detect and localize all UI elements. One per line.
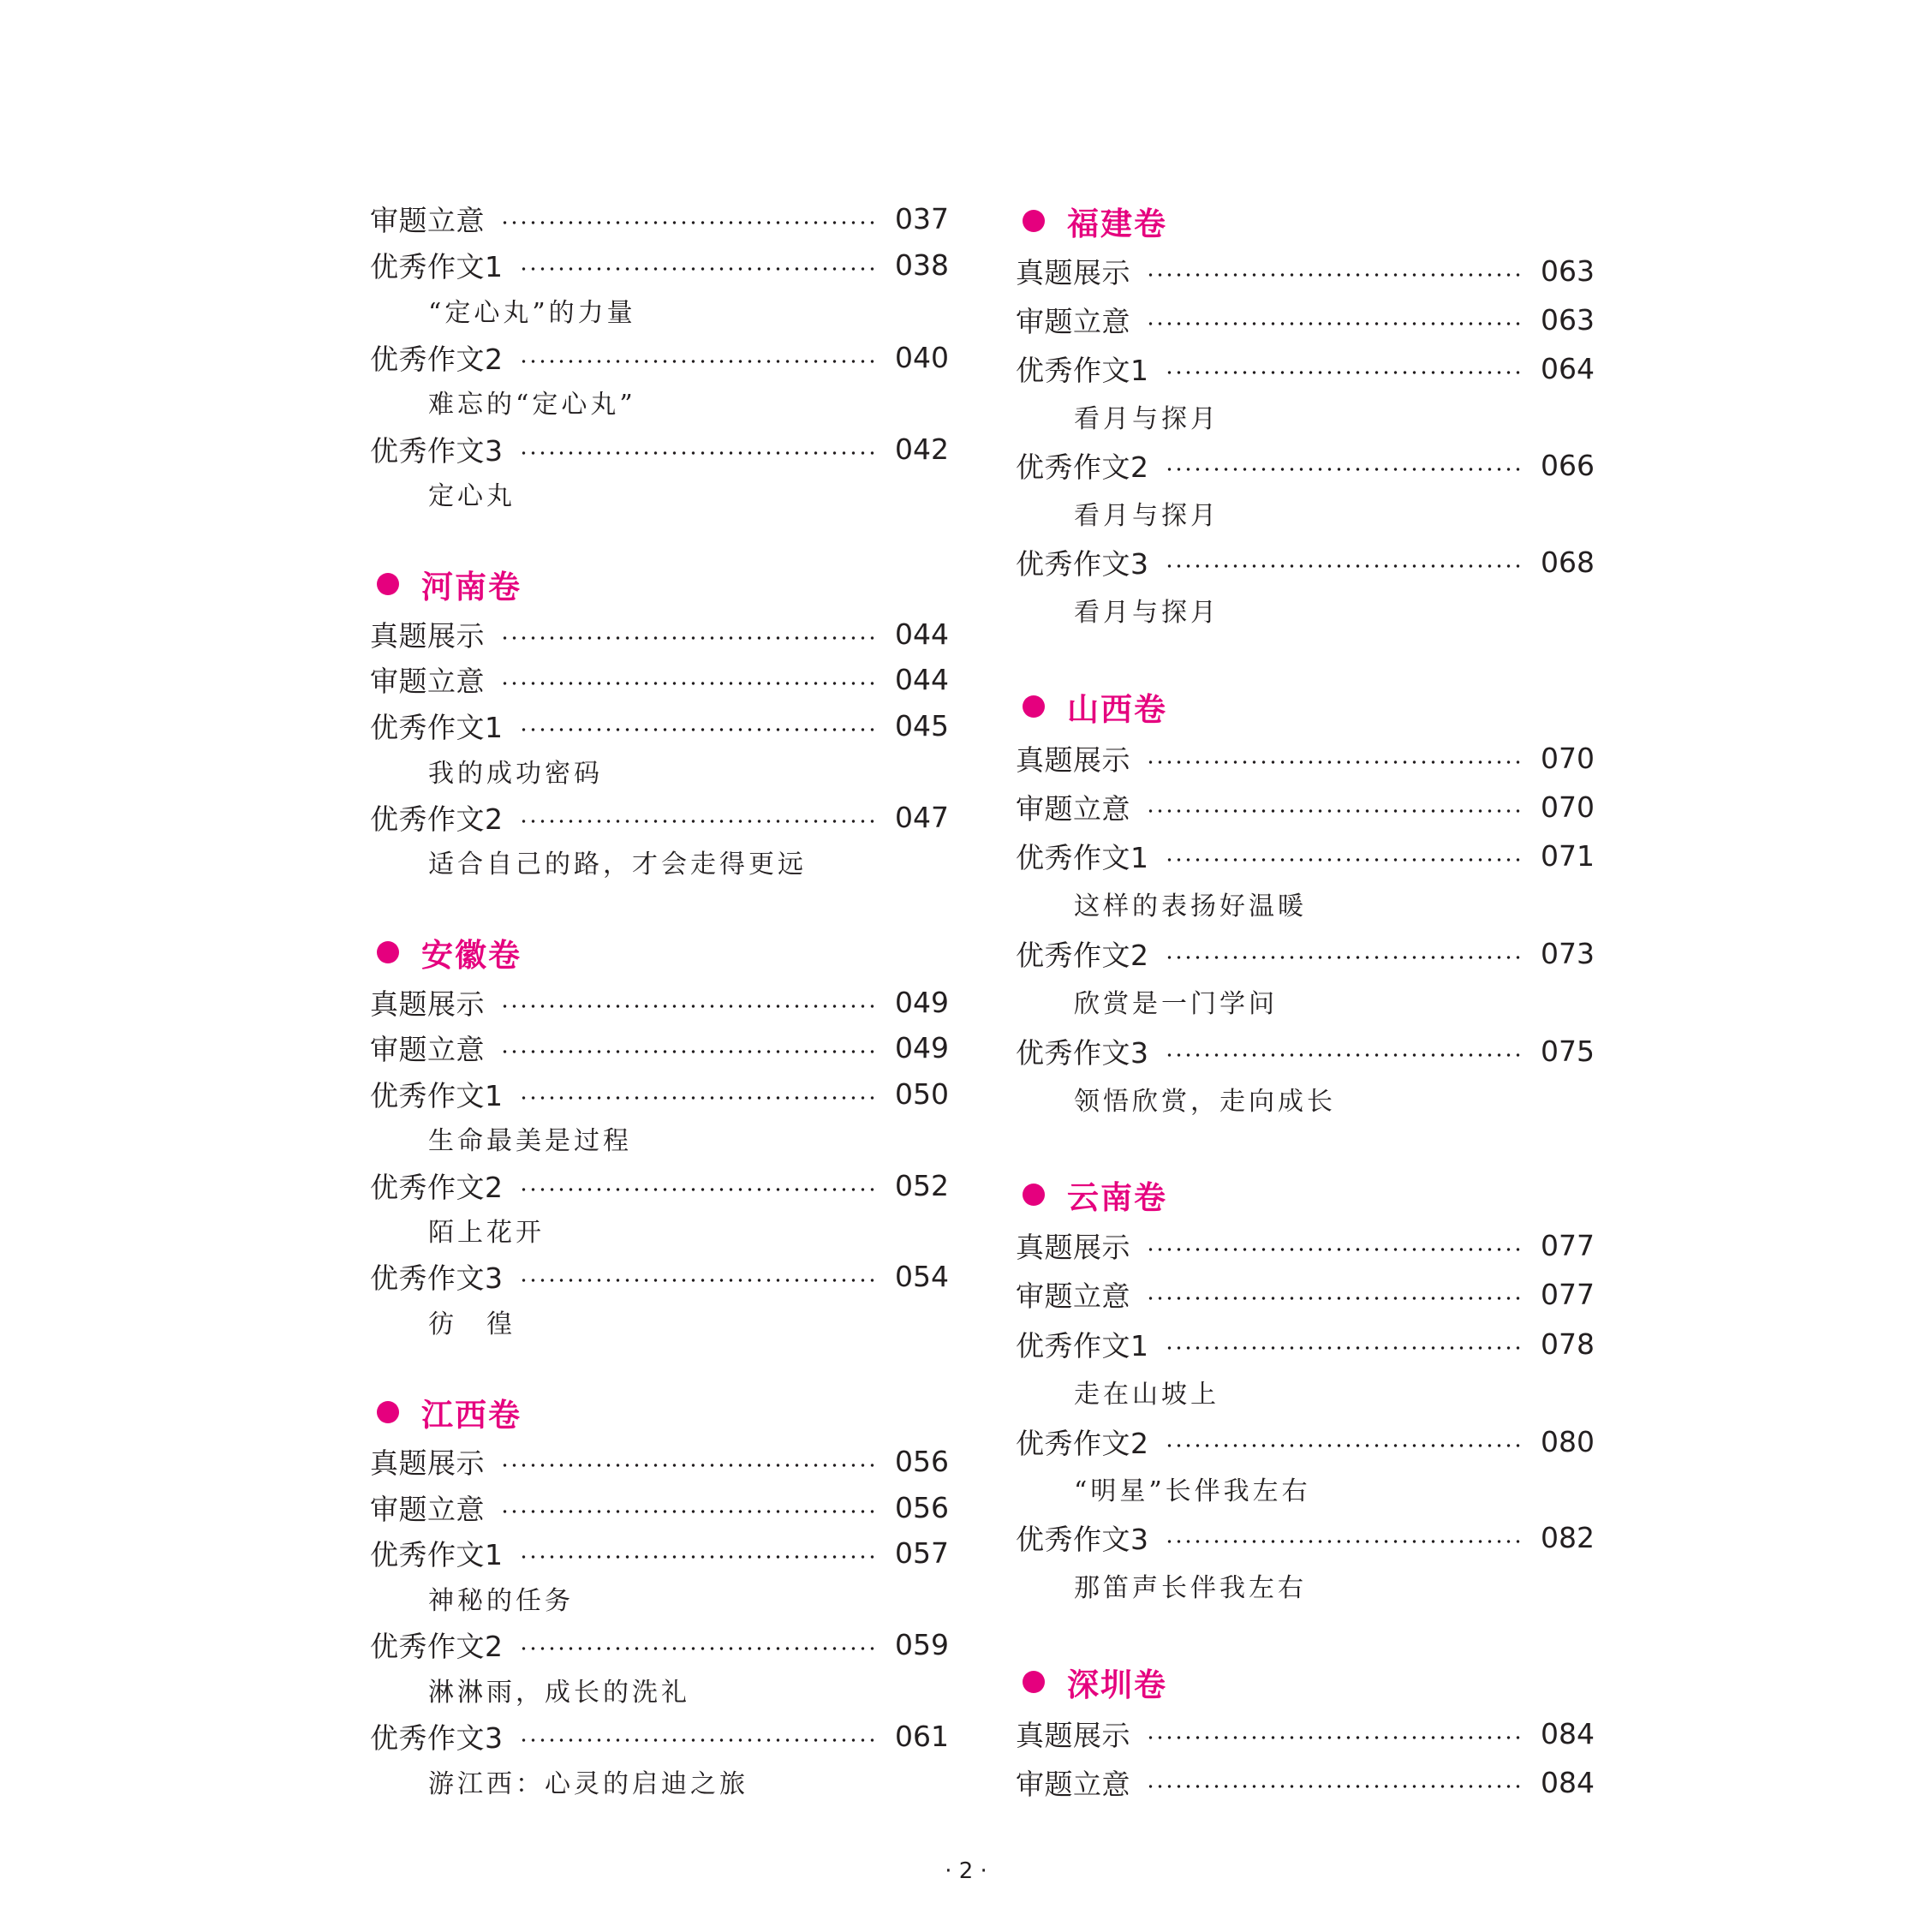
page-number-ref: 057	[895, 1535, 949, 1570]
essay-title-text: “定心丸”的力量	[428, 298, 636, 328]
toc-entry[interactable]	[1016, 736, 1594, 779]
toc-entry[interactable]	[370, 427, 948, 470]
toc-entry[interactable]	[370, 1531, 948, 1574]
dot-leader	[519, 1555, 879, 1559]
entry-label: 优秀作文1	[370, 1537, 504, 1571]
section-name: 云南卷	[1067, 1179, 1167, 1216]
essay-title	[1016, 395, 1594, 438]
toc-entry[interactable]	[1016, 540, 1594, 583]
toc-entry[interactable]	[370, 197, 948, 240]
page-number-ref: 045	[895, 708, 949, 742]
page-number-ref: 044	[895, 617, 949, 651]
page-number-ref: 056	[895, 1444, 949, 1478]
bullet-icon	[1023, 1671, 1045, 1693]
dot-leader	[1146, 322, 1524, 325]
page-number-ref: 075	[1541, 1034, 1595, 1068]
page-number-ref: 049	[895, 1030, 949, 1064]
entry-label: 优秀作文2	[1016, 450, 1149, 484]
dot-leader	[1146, 1785, 1524, 1788]
dot-leader	[1146, 1736, 1524, 1739]
section-name: 深圳卷	[1067, 1667, 1167, 1703]
page-number-ref: 070	[1541, 741, 1595, 775]
entry-label: 真题展示	[370, 987, 485, 1021]
toc-entry[interactable]	[1016, 785, 1594, 828]
page-number-ref: 052	[895, 1168, 949, 1202]
page-number-ref: 077	[1541, 1228, 1595, 1262]
dot-leader	[1146, 809, 1524, 813]
section-heading	[1016, 200, 1594, 242]
page-number-ref: 068	[1541, 545, 1595, 579]
dot-leader	[500, 636, 878, 640]
page-number-ref: 080	[1541, 1424, 1595, 1458]
essay-title-text: 欣赏是一门学问	[1074, 989, 1278, 1019]
page-number-ref: 071	[1541, 838, 1595, 873]
entry-label: 审题立意	[1016, 791, 1130, 826]
toc-entry[interactable]	[370, 243, 948, 286]
toc-entry[interactable]	[370, 796, 948, 838]
essay-title	[1016, 492, 1594, 534]
toc-entry[interactable]	[370, 1440, 948, 1482]
toc-entry[interactable]	[1016, 1712, 1594, 1755]
bullet-icon	[1023, 695, 1045, 718]
section-name: 福建卷	[1067, 206, 1167, 242]
dot-leader	[1165, 858, 1524, 862]
toc-entry[interactable]	[370, 1255, 948, 1297]
toc-entry[interactable]	[1016, 1420, 1594, 1463]
toc-entry[interactable]	[370, 1714, 948, 1757]
entry-label: 真题展示	[1016, 742, 1130, 777]
page-number-ref: 078	[1541, 1327, 1595, 1361]
entry-label: 优秀作文1	[370, 710, 504, 744]
page-number-ref: 049	[895, 985, 949, 1019]
essay-title-text: 这样的表扬好温暖	[1074, 891, 1307, 921]
entry-label: 审题立意	[370, 1492, 485, 1526]
page-number-ref: 061	[895, 1719, 949, 1753]
page-number-ref: 070	[1541, 790, 1595, 824]
dot-leader	[500, 1510, 878, 1513]
entry-label: 真题展示	[1016, 1230, 1130, 1264]
essay-title-text: 我的成功密码	[428, 759, 603, 789]
dot-leader	[519, 1096, 879, 1100]
page-number-ref: 073	[1541, 936, 1595, 970]
dot-leader	[519, 1188, 879, 1191]
entry-label: 审题立意	[1016, 1279, 1130, 1313]
toc-entry[interactable]	[1016, 298, 1594, 341]
dot-leader	[519, 451, 879, 455]
toc-entry[interactable]	[370, 1072, 948, 1115]
essay-title	[370, 380, 948, 423]
bullet-icon	[1023, 1184, 1045, 1206]
essay-title	[1016, 1077, 1594, 1120]
essay-title	[1016, 882, 1594, 925]
essay-title-text: 游江西：心灵的启迪之旅	[428, 1769, 748, 1799]
essay-title-text: 看月与探月	[1074, 501, 1219, 531]
toc-entry[interactable]	[370, 1623, 948, 1666]
toc-entry[interactable]	[1016, 1322, 1594, 1365]
page-number-ref: 044	[895, 662, 949, 696]
entry-label: 优秀作文3	[1016, 1522, 1149, 1556]
toc-entry[interactable]	[1016, 347, 1594, 390]
page-number-ref: 063	[1541, 253, 1595, 288]
page-number-ref: 047	[895, 800, 949, 834]
dot-leader	[1165, 371, 1524, 374]
essay-title-text: 彷 徨	[428, 1309, 516, 1339]
entry-label: 优秀作文3	[370, 433, 504, 468]
essay-title	[370, 472, 948, 515]
dot-leader	[1146, 273, 1524, 277]
toc-entry[interactable]	[370, 612, 948, 655]
entry-label: 优秀作文1	[370, 249, 504, 283]
dot-leader	[519, 1279, 879, 1282]
page-number-ref: 042	[895, 432, 949, 466]
dot-leader	[1165, 1346, 1524, 1350]
entry-label: 优秀作文3	[1016, 1035, 1149, 1070]
entry-label: 审题立意	[370, 203, 485, 237]
entry-label: 优秀作文1	[1016, 840, 1149, 874]
toc-entry[interactable]	[1016, 932, 1594, 975]
essay-title-text: 陌上花开	[428, 1218, 545, 1248]
page-number-ref: 082	[1541, 1520, 1595, 1554]
essay-title-text: 看月与探月	[1074, 404, 1219, 434]
toc-entry[interactable]	[370, 981, 948, 1023]
entry-label: 优秀作文3	[370, 1261, 504, 1295]
dot-leader	[519, 267, 879, 271]
essay-title	[1016, 1467, 1594, 1510]
essay-title	[1016, 588, 1594, 631]
entry-label: 优秀作文2	[370, 802, 504, 836]
section-heading	[1016, 1173, 1594, 1216]
entry-label: 真题展示	[370, 1446, 485, 1480]
essay-title-text: 生命最美是过程	[428, 1126, 632, 1156]
section-heading	[1016, 1661, 1594, 1703]
toc-entry[interactable]	[1016, 249, 1594, 292]
essay-title	[370, 749, 948, 792]
dot-leader	[1165, 468, 1524, 471]
dot-leader	[519, 728, 879, 731]
toc-entry[interactable]	[370, 1164, 948, 1207]
dot-leader	[519, 820, 879, 823]
entry-label: 优秀作文2	[1016, 938, 1149, 972]
dot-leader	[1165, 1444, 1524, 1447]
page-number-ref: 063	[1541, 302, 1595, 337]
entry-label: 优秀作文1	[1016, 353, 1149, 387]
essay-title	[370, 1117, 948, 1160]
toc-entry[interactable]	[370, 336, 948, 379]
essay-title-text: 定心丸	[428, 481, 516, 511]
essay-title-text: 那笛声长伴我左右	[1074, 1573, 1307, 1603]
dot-leader	[1165, 1053, 1524, 1057]
dot-leader	[1165, 1540, 1524, 1543]
bullet-icon	[377, 1401, 399, 1423]
dot-leader	[1146, 760, 1524, 764]
page-number-ref: 059	[895, 1627, 949, 1661]
essay-title	[370, 1208, 948, 1251]
page-number: · 2 ·	[945, 1858, 987, 1884]
toc-entry[interactable]	[370, 1026, 948, 1069]
entry-label: 审题立意	[1016, 304, 1130, 338]
dot-leader	[519, 1738, 879, 1742]
dot-leader	[1165, 956, 1524, 959]
toc-entry[interactable]	[370, 658, 948, 701]
entry-label: 优秀作文2	[370, 1629, 504, 1663]
entry-label: 审题立意	[370, 664, 485, 698]
essay-title	[370, 1760, 948, 1803]
entry-label: 优秀作文2	[370, 1170, 504, 1204]
page-number-ref: 037	[895, 201, 949, 236]
bullet-icon	[377, 573, 399, 595]
essay-title	[1016, 980, 1594, 1023]
toc-entry[interactable]	[1016, 1029, 1594, 1072]
entry-label: 优秀作文1	[370, 1078, 504, 1112]
section-heading	[370, 1391, 948, 1434]
section-heading	[370, 563, 948, 605]
dot-leader	[519, 360, 879, 363]
essay-title	[1016, 1370, 1594, 1413]
section-name: 山西卷	[1067, 691, 1167, 728]
section-name: 安徽卷	[421, 937, 522, 974]
toc-entry[interactable]	[1016, 1761, 1594, 1804]
essay-title	[370, 289, 948, 331]
essay-title	[370, 1577, 948, 1619]
dot-leader	[519, 1647, 879, 1650]
essay-title-text: 淋淋雨，成长的洗礼	[428, 1678, 690, 1708]
dot-leader	[1146, 1297, 1524, 1300]
essay-title-text: 走在山坡上	[1074, 1380, 1219, 1410]
bullet-icon	[377, 941, 399, 963]
page-number-ref: 064	[1541, 351, 1595, 385]
essay-title-text: “明星”长伴我左右	[1074, 1476, 1311, 1506]
entry-label: 优秀作文1	[1016, 1328, 1149, 1363]
essay-title	[370, 1668, 948, 1711]
bullet-icon	[1023, 210, 1045, 232]
entry-label: 审题立意	[1016, 1767, 1130, 1801]
page-number-ref: 050	[895, 1076, 949, 1111]
entry-label: 真题展示	[1016, 1718, 1130, 1752]
essay-title	[370, 1300, 948, 1343]
essay-title-text: 领悟欣赏，走向成长	[1074, 1087, 1336, 1117]
dot-leader	[500, 1050, 878, 1053]
dot-leader	[500, 682, 878, 685]
page-number-ref: 056	[895, 1490, 949, 1524]
entry-label: 优秀作文3	[370, 1720, 504, 1755]
entry-label: 审题立意	[370, 1032, 485, 1066]
page-number-ref: 084	[1541, 1765, 1595, 1799]
dot-leader	[1165, 564, 1524, 568]
dot-leader	[500, 1005, 878, 1008]
section-heading	[1016, 685, 1594, 728]
entry-label: 真题展示	[1016, 255, 1130, 289]
essay-title-text: 神秘的任务	[428, 1586, 574, 1616]
toc-entry[interactable]	[370, 1486, 948, 1529]
dot-leader	[1146, 1248, 1524, 1251]
essay-title	[370, 840, 948, 883]
entry-label: 优秀作文2	[1016, 1426, 1149, 1460]
toc-entry[interactable]	[370, 704, 948, 747]
entry-label: 真题展示	[370, 618, 485, 653]
toc-entry[interactable]	[1016, 1224, 1594, 1267]
page-number-ref: 040	[895, 340, 949, 374]
toc-entry[interactable]	[1016, 834, 1594, 877]
page-number-ref: 084	[1541, 1716, 1595, 1750]
section-name: 河南卷	[421, 569, 522, 605]
toc-entry[interactable]	[1016, 1273, 1594, 1315]
page-number-ref: 077	[1541, 1277, 1595, 1311]
section-name: 江西卷	[421, 1397, 522, 1434]
dot-leader	[500, 1464, 878, 1467]
section-heading	[370, 931, 948, 974]
toc-entry[interactable]	[1016, 444, 1594, 486]
page-number-ref: 054	[895, 1259, 949, 1293]
essay-title-text: 难忘的“定心丸”	[428, 390, 636, 420]
essay-title-text: 看月与探月	[1074, 598, 1219, 628]
entry-label: 优秀作文2	[370, 342, 504, 376]
page-number-ref: 038	[895, 247, 949, 282]
entry-label: 优秀作文3	[1016, 546, 1149, 581]
dot-leader	[500, 221, 878, 224]
page-number-ref: 066	[1541, 448, 1595, 482]
essay-title	[1016, 1564, 1594, 1607]
toc-entry[interactable]	[1016, 1516, 1594, 1559]
essay-title-text: 适合自己的路，才会走得更远	[428, 850, 807, 880]
